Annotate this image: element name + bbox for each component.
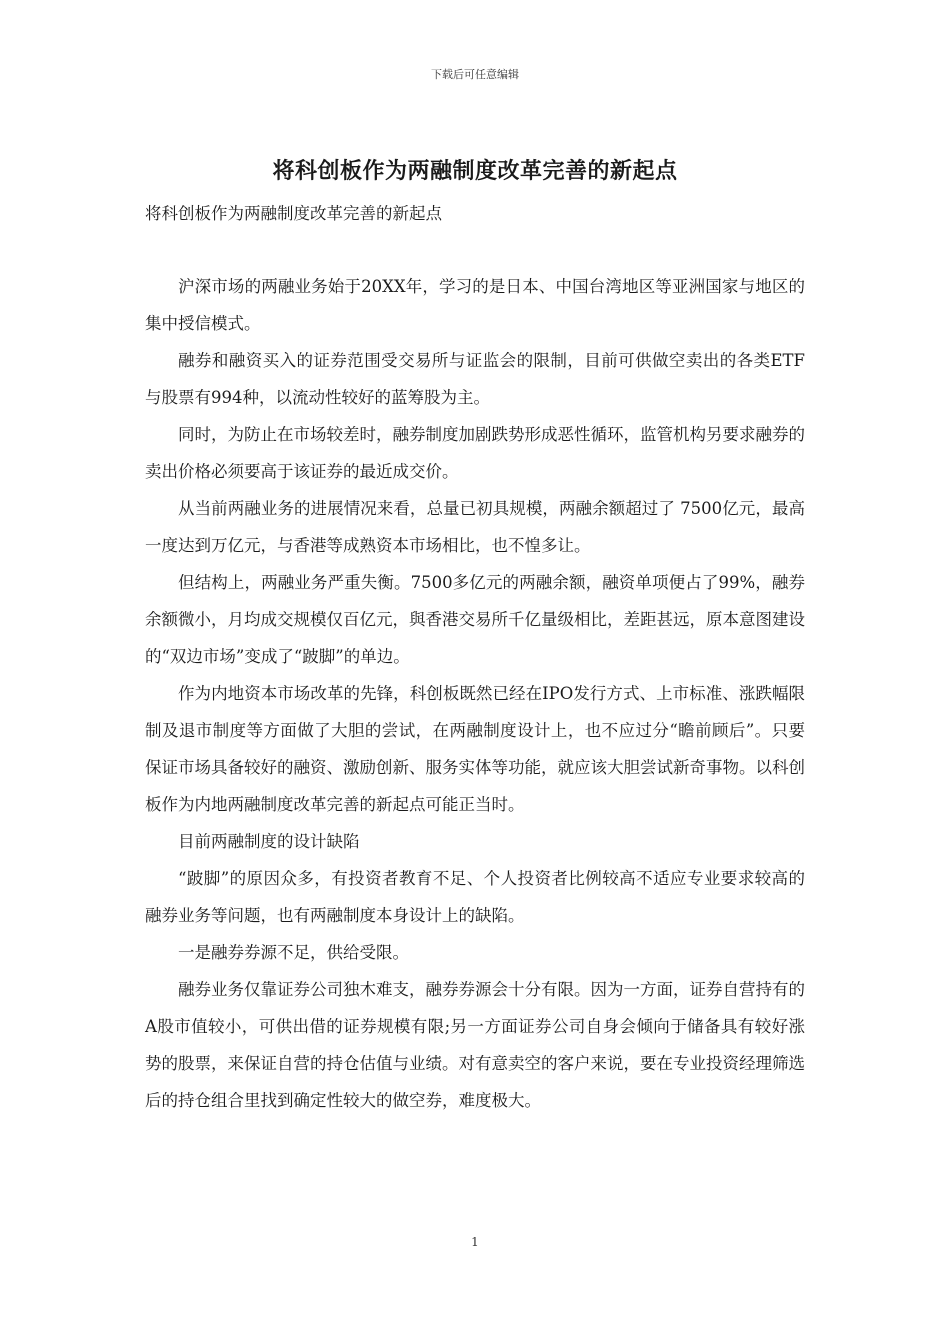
- paragraph: 同时，为防止在市场较差时，融券制度加剧跌势形成恶性循环，监管机构另要求融券的卖出价格必须要高于该证券的最近成交价。: [145, 425, 805, 481]
- header-note: 下载后可任意编辑: [431, 68, 519, 81]
- paragraph: 作为内地资本市场改革的先锋，科创板既然已经在IPO发行方式、上市标准、涨跌幅限制及退市制度等方面做了大胆的尝试，在两融制度设计上，也不应过分“瞻前顾后”。只要保证市场具备较好的融资、激励创新、服务实体等功能，就应该大胆尝试新奇事物。以科创板作为内地两融制度改革完善的新起点可能正当时。: [145, 684, 805, 814]
- paragraph: 但结构上，两融业务严重失衡。7500多亿元的两融余额，融资单项便占了99%，融券余额微小，月均成交规模仅百亿元，與香港交易所千亿量级相比，差距甚远，原本意图建设的“双边市场”变成了“跛脚”的单边。: [145, 573, 805, 666]
- paragraph: “跛脚”的原因众多，有投资者教育不足、个人投资者比例较高不适应专业要求较高的融券业务等问题，也有两融制度本身设计上的缺陷。: [145, 869, 805, 925]
- paragraph: 一是融券券源不足，供给受限。: [178, 943, 409, 962]
- document-body: [145, 268, 805, 1119]
- page-number: 1: [471, 1235, 479, 1249]
- paragraph: 融券和融资买入的证券范围受交易所与证监会的限制，目前可供做空卖出的各类ETF与股票有994种，以流动性较好的蓝筹股为主。: [145, 351, 805, 407]
- paragraph: 融券业务仅靠证券公司独木难支，融券券源会十分有限。因为一方面，证券自营持有的A股市值较小，可供出借的证券规模有限;另一方面证券公司自身会倾向于储备具有较好涨势的股票，来保证自营的持仓估值与业绩。对有意卖空的客户来说，要在专业投资经理筛选后的持仓组合里找到确定性较大的做空券，难度极大。: [145, 980, 805, 1110]
- document-title: 将科创板作为两融制度改革完善的新起点: [272, 158, 678, 184]
- document-subtitle: 将科创板作为两融制度改革完善的新起点: [145, 204, 442, 223]
- section-heading: 目前两融制度的设计缺陷: [178, 832, 360, 851]
- paragraph: 从当前两融业务的进展情况来看，总量已初具规模，两融余额超过了 7500亿元，最高一度达到万亿元，与香港等成熟资本市场相比，也不惶多让。: [145, 499, 805, 555]
- paragraph: 沪深市场的两融业务始于20XX年，学习的是日本、中国台湾地区等亚洲国家与地区的集中授信模式。: [145, 277, 805, 333]
